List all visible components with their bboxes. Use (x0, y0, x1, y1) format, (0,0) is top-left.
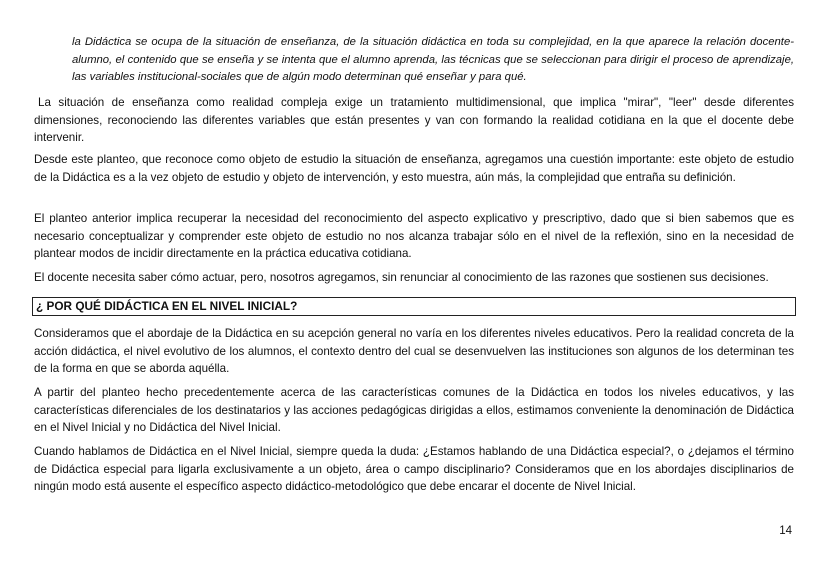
paragraph-1: La situación de enseñanza como realidad compleja exige un tratamiento multidimensional, que implica "mirar", "leer" desde diferentes dimensiones, reconociendo las diferentes variables que están presentes y van con formando la realidad cotidiana en la que el docente debe intervenir. (34, 96, 794, 144)
paragraph-5: Consideramos que el abordaje de la Didáctica en su acepción general no varía en los diferentes niveles educativos. Pero la realidad concreta de la acción didáctica, el nivel evolutivo de los alumnos, el contexto dentro del cual se desenvuelven las instituciones son algunos de los determinan tes de la forma en que se aborda aquélla. (34, 327, 794, 375)
italic-quote: la Didáctica se ocupa de la situación de enseñanza, de la situación didáctica en toda su complejidad, en la que aparece la relación docente-alumno, el contenido que se enseña y se intenta que el alumno aprenda, las técnicas que se seleccionan para dirigir el proceso de aprendizaje, las variables institucional-sociales que de algún modo determinan qué enseñar y para qué. (72, 36, 794, 83)
section-heading: ¿ POR QUÉ DIDÁCTICA EN EL NIVEL INICIAL? (32, 297, 796, 316)
paragraph-2: Desde este planteo, que reconoce como objeto de estudio la situación de enseñanza, agregamos una cuestión importante: este objeto de estudio de la Didáctica es a la vez objeto de estudio y objeto de intervención, y esto muestra, aún más, la complejidad que entraña su definición. (34, 153, 794, 184)
paragraph-6: A partir del planteo hecho precedentemente acerca de las características comunes de la Didáctica en todos los niveles educativos, y las características diferenciales de los destinatarios y las acciones pedagógicas dirigidas a ellos, estimamos conveniente la denominación de Didáctica en el Nivel Inicial y no Didáctica del Nivel Inicial. (34, 386, 794, 434)
paragraph-7: Cuando hablamos de Didáctica en el Nivel Inicial, siempre queda la duda: ¿Estamos hablando de una Didáctica especial?, o ¿dejamos el término de Didáctica especial para ligarla exclusivamente a un objeto, área o campo disciplinario? Consideramos que en los abordajes disciplinarios de ningún modo está ausente el específico aspecto didáctico-metodológico que debe encarar el docente de Nivel Inicial. (34, 445, 794, 493)
page-number: 14 (779, 525, 792, 537)
paragraph-4: El docente necesita saber cómo actuar, pero, nosotros agregamos, sin renunciar al conocimiento de las razones que sostienen sus decisiones. (34, 271, 769, 284)
paragraph-3: El planteo anterior implica recuperar la necesidad del reconocimiento del aspecto explicativo y prescriptivo, dado que si bien sabemos que es necesario conceptualizar y comprender este objeto de estudio no nos alcanza trabajar sólo en el nivel de la reflexión, sino en la necesidad de plantear modos de incidir directamente en la práctica educativa cotidiana. (34, 212, 794, 260)
